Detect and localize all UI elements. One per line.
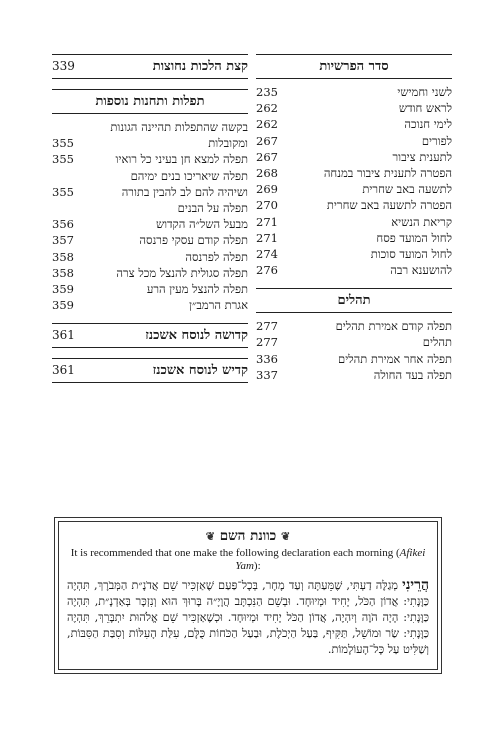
section-title-halachot[interactable]: קצת הלכות נחוצות 339 [52,54,248,79]
list-item[interactable]: לחול המועד סוכות 274 [256,246,452,261]
list-item[interactable]: הפטרה לתענית ציבור במנחה 268 [256,165,452,180]
ornament-icon: ❦ [280,530,291,543]
list-item[interactable]: ומקובלות 355 [52,136,248,151]
list-tefilot [52,119,248,313]
list-item[interactable]: ושיהיה להם לב להבין בתורה 355 [52,184,248,199]
toc-right-column [256,54,452,383]
list-item[interactable]: לתענית ציבור 267 [256,149,452,164]
box-title: ❦ כוונת השם ❦ [205,528,291,544]
section-title-parshiot: סדר הפרשיות [256,54,452,79]
list-item[interactable]: לתשעה באב שחרית 269 [256,182,452,197]
section-title-tefilot: תפלות ותחנות נוספות [52,89,248,114]
list-item[interactable]: קריאת הנשיא 271 [256,214,452,229]
list-item[interactable]: תפלה למצא חן בעיני כל רואיו 355 [52,152,248,167]
list-item[interactable]: תפלה קודם עסקי פרנסה 357 [52,233,248,248]
list-parshiot [256,84,452,278]
list-item[interactable]: תפלה על הבנים [177,200,248,215]
box-hebrew-text: הֲרֵינִי מְגַלֶּה דַעְתִּי, שֶׁמֵּעַתָּה וְעַד מָחָר, בְּכָל־פַּעַם שֶׁאַזְכִּיר שֵׁם אֲדֹנָ״ת הַמְּבֹרָךְ, תִּהְיֶה כַּוָּנָתִי: אֲדוֹן הַכֹּל, יָחִיד וּמְיוּחָד. וּבְשֵׁם הַנִּכְתָּב הֲוָיָ״ה בָּרוּךְ הוּא וְנִזְכָּר בְּאַדְנָ״ת, תִּהְיֶה כַּוָּנָתִי: הָיָה הֹוֶה וְיִהְיֶה, אֲדוֹן הַכֹּל יָחִיד וּמְיוּחָד. וּכְשֶׁאַזְכִּיר שֵׁם אֱלֹהוּת יִתְבָּרֵךְ, תִּהְיֶה כַּוָּנָתִי: שַׂר וּמוֹשֵׁל, תַּקִּיף, בַּעַל הַיְכֹלֶת, וּבַעַל הַכֹּחוֹת כֻּלָּם, עִלַּת הָעִלּוֹת וְסִבַּת הַסִּבּוֹת, וְשַׁלִּיט עַל כָּל־הָעוֹלָמוֹת. [67,577,429,656]
list-item[interactable]: מבעל השל״ה הקדוש 356 [52,217,248,232]
list-item[interactable]: תפלה שיאריכו בנים ימיהם [130,168,248,183]
list-item[interactable]: תפלה לפרנסה 358 [52,249,248,264]
list-item[interactable]: להושענא רבה 276 [256,263,452,278]
box-english-instruction: It is recommended that one make the following declaration each morning (Afikei Yam): [70,547,426,572]
list-item[interactable]: תפלה בעד החולה 337 [256,367,452,382]
section-title-tehillim: תהלים [256,288,452,313]
section-title-kedusha[interactable]: קדושה לנוסח אשכנז 361 [52,323,248,348]
list-item[interactable]: תהלים 277 [256,335,452,350]
list-item[interactable]: לחול המועד פסח 271 [256,230,452,245]
section-title-kaddish[interactable]: קדיש לנוסח אשכנז 361 [52,358,248,383]
list-item[interactable]: תפלה להנצל מעין הרע 359 [52,281,248,296]
list-tehillim [256,318,452,383]
list-item[interactable]: הפטרה לתשעה באב שחרית 270 [256,198,452,213]
list-item[interactable]: תפלה אחר אמירת תהלים 336 [256,351,452,366]
list-item[interactable]: לשני וחמישי 235 [256,85,452,99]
list-item[interactable]: תפלה קודם אמירת תהלים 277 [256,319,452,334]
kavanat-hashem-box [58,521,438,670]
ornament-icon: ❦ [205,530,215,543]
list-item[interactable]: אגרת הרמב״ן 359 [52,298,248,313]
list-item[interactable]: בקשה שהתפלות תהיינה הגונות [110,120,248,134]
list-item[interactable]: לימי חנוכה 262 [256,117,452,132]
list-item[interactable]: לראש חודש 262 [256,101,452,116]
list-item[interactable]: תפלה סגולית להנצל מכל צרה 358 [52,265,248,280]
toc-left-column [52,54,248,383]
list-item[interactable]: לפורים 267 [256,133,452,148]
